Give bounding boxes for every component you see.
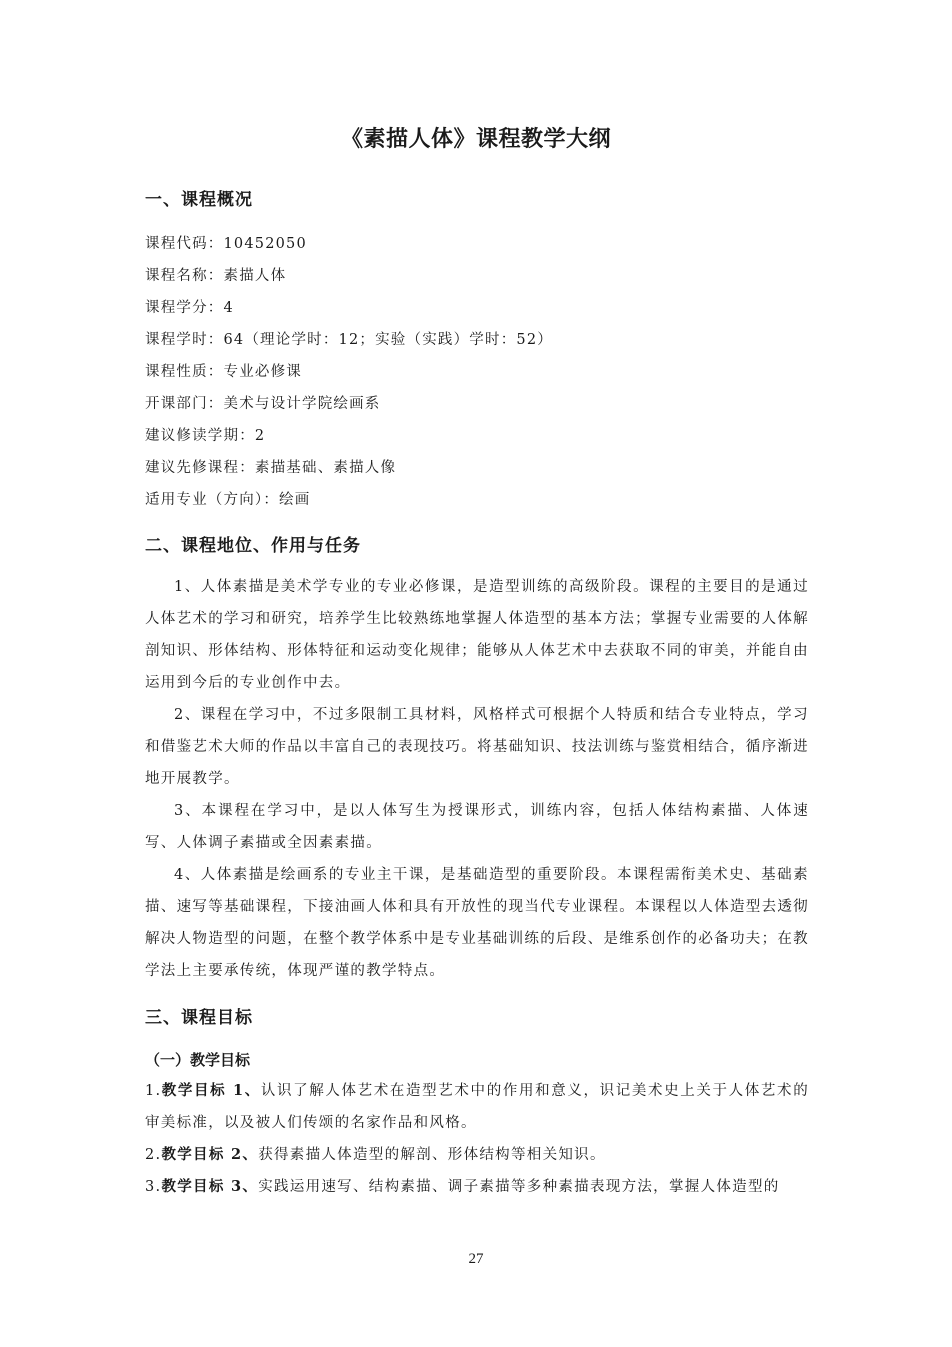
paragraph-role-1: 1、人体素描是美术学专业的专业必修课，是造型训练的高级阶段。课程的主要目的是通过人体艺术的学习和研究，培养学生比较熟练地掌握人体造型的基本方法；掌握专业需要的人体解剖知识、形体结构、形体特征和运动变化规律；能够从人体艺术中去获取不同的审美，并能自由运用到今后的专业创作中去。 <box>145 579 809 691</box>
section-heading-role: 二、课程地位、作用与任务 <box>145 536 361 556</box>
info-course-nature: 课程性质：专业必修课 <box>145 364 302 380</box>
section-heading-overview: 一、课程概况 <box>145 190 253 210</box>
paragraph-role-3: 3、本课程在学习中，是以人体写生为授课形式，训练内容，包括人体结构素描、人体速写、人体调子素描或全因素素描。 <box>145 803 809 851</box>
goal-text: 实践运用速写、结构素描、调子素描等多种素描表现方法，掌握人体造型的 <box>258 1179 780 1195</box>
page-number: 27 <box>468 1251 484 1267</box>
section-heading-objectives: 三、课程目标 <box>145 1008 253 1028</box>
goal-number: 2. <box>145 1147 162 1163</box>
teaching-goal-3 <box>145 1171 809 1203</box>
teaching-goal-2 <box>145 1139 809 1171</box>
goal-text: 认识了解人体艺术在造型艺术中的作用和意义，识记美术史上关于人体艺术的审美标准，以及被人们传颂的名家作品和风格。 <box>145 1083 809 1131</box>
teaching-goal-1 <box>145 1075 809 1139</box>
paragraph-role-4: 4、人体素描是绘画系的专业主干课，是基础造型的重要阶段。本课程需衔美术史、基础素描、速写等基础课程，下接油画人体和具有开放性的现当代专业课程。本课程以人体造型去透彻解决人物造型的问题，在整个教学体系中是专业基础训练的后段、是维系创作的必备功夫；在教学法上主要承传统，体现严谨的教学特点。 <box>145 867 809 979</box>
document-title: 《素描人体》课程教学大纲 <box>340 126 611 152</box>
goal-label: 教学目标 3、 <box>161 1178 259 1195</box>
info-department: 开课部门：美术与设计学院绘画系 <box>145 396 381 412</box>
goal-number: 1. <box>145 1083 162 1099</box>
info-course-credits: 课程学分：4 <box>145 300 234 316</box>
paragraph-role-2: 2、课程在学习中，不过多限制工具材料，风格样式可根据个人特质和结合专业特点，学习和借鉴艺术大师的作品以丰富自己的表现技巧。将基础知识、技法训练与鉴赏相结合，循序渐进地开展教学。 <box>145 707 809 787</box>
goal-label: 教学目标 1、 <box>161 1082 261 1099</box>
info-course-code: 课程代码：10452050 <box>145 236 307 252</box>
info-course-hours: 课程学时：64（理论学时：12；实验（实践）学时：52） <box>145 332 553 348</box>
info-major: 适用专业（方向）：绘画 <box>145 492 311 508</box>
info-semester: 建议修读学期：2 <box>145 428 266 444</box>
goal-text: 获得素描人体造型的解剖、形体结构等相关知识。 <box>258 1147 606 1163</box>
goal-label: 教学目标 2、 <box>161 1146 259 1163</box>
goal-number: 3. <box>145 1179 162 1195</box>
subsection-heading-teaching-goals: （一）教学目标 <box>145 1051 251 1069</box>
info-prerequisites: 建议先修课程：素描基础、素描人像 <box>145 460 397 476</box>
info-course-name: 课程名称：素描人体 <box>145 268 287 284</box>
